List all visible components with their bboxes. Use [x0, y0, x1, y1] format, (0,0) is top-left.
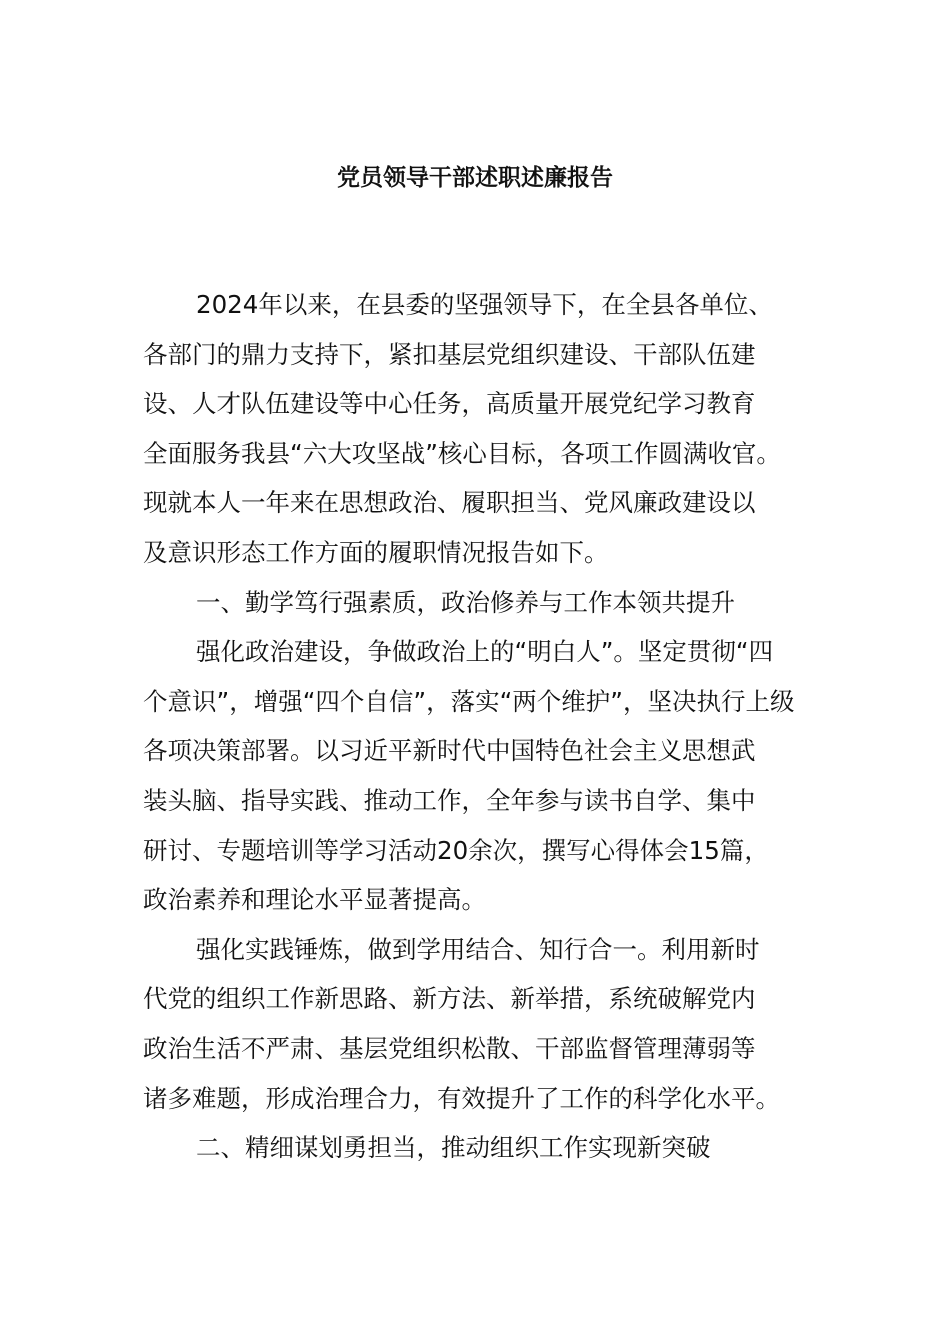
paragraph-line: 现就本人一年来在思想政治、履职担当、党风廉政建设以 [143, 488, 756, 518]
paragraph-line: 政治生活不严肃、基层党组织松散、干部监督管理薄弱等 [143, 1033, 756, 1063]
paragraph-line: 装头脑、指导实践、推动工作，全年参与读书自学、集中 [143, 785, 756, 815]
paragraph-line: 设、人才队伍建设等中心任务，高质量开展党纪学习教育 [143, 389, 756, 419]
document-title: 党员领导干部述职述廉报告 [337, 165, 613, 191]
paragraph-line: 全面服务我县“六大攻坚战”核心目标，各项工作圆满收官。 [143, 438, 781, 468]
paragraph-line: 强化实践锤炼，做到学用结合、知行合一。利用新时 [196, 934, 760, 964]
paragraph-line: 2024年以来，在县委的坚强领导下，在全县各单位、 [196, 290, 773, 319]
paragraph-line: 研讨、专题培训等学习活动20余次，撰写心得体会15篇， [143, 835, 769, 865]
section-heading-2: 二、精细谋划勇担当，推动组织工作实现新突破 [196, 1133, 711, 1163]
paragraph-line: 个意识”，增强“四个自信”，落实“两个维护”，坚决执行上级 [143, 686, 795, 716]
paragraph-line: 各部门的鼎力支持下，紧扣基层党组织建设、干部队伍建 [143, 339, 756, 369]
paragraph-line: 及意识形态工作方面的履职情况报告如下。 [143, 537, 609, 567]
paragraph-line: 代党的组织工作新思路、新方法、新举措，系统破解党内 [143, 984, 756, 1014]
document-body [143, 280, 833, 1173]
paragraph-line: 政治素养和理论水平显著提高。 [143, 885, 486, 915]
paragraph-line: 强化政治建设，争做政治上的“明白人”。坚定贯彻“四 [196, 637, 774, 667]
paragraph-line: 各项决策部署。以习近平新时代中国特色社会主义思想武 [143, 736, 756, 766]
paragraph-line: 诸多难题，形成治理合力，有效提升了工作的科学化水平。 [143, 1083, 780, 1113]
section-heading-1: 一、勤学笃行强素质，政治修养与工作本领共提升 [196, 587, 735, 617]
